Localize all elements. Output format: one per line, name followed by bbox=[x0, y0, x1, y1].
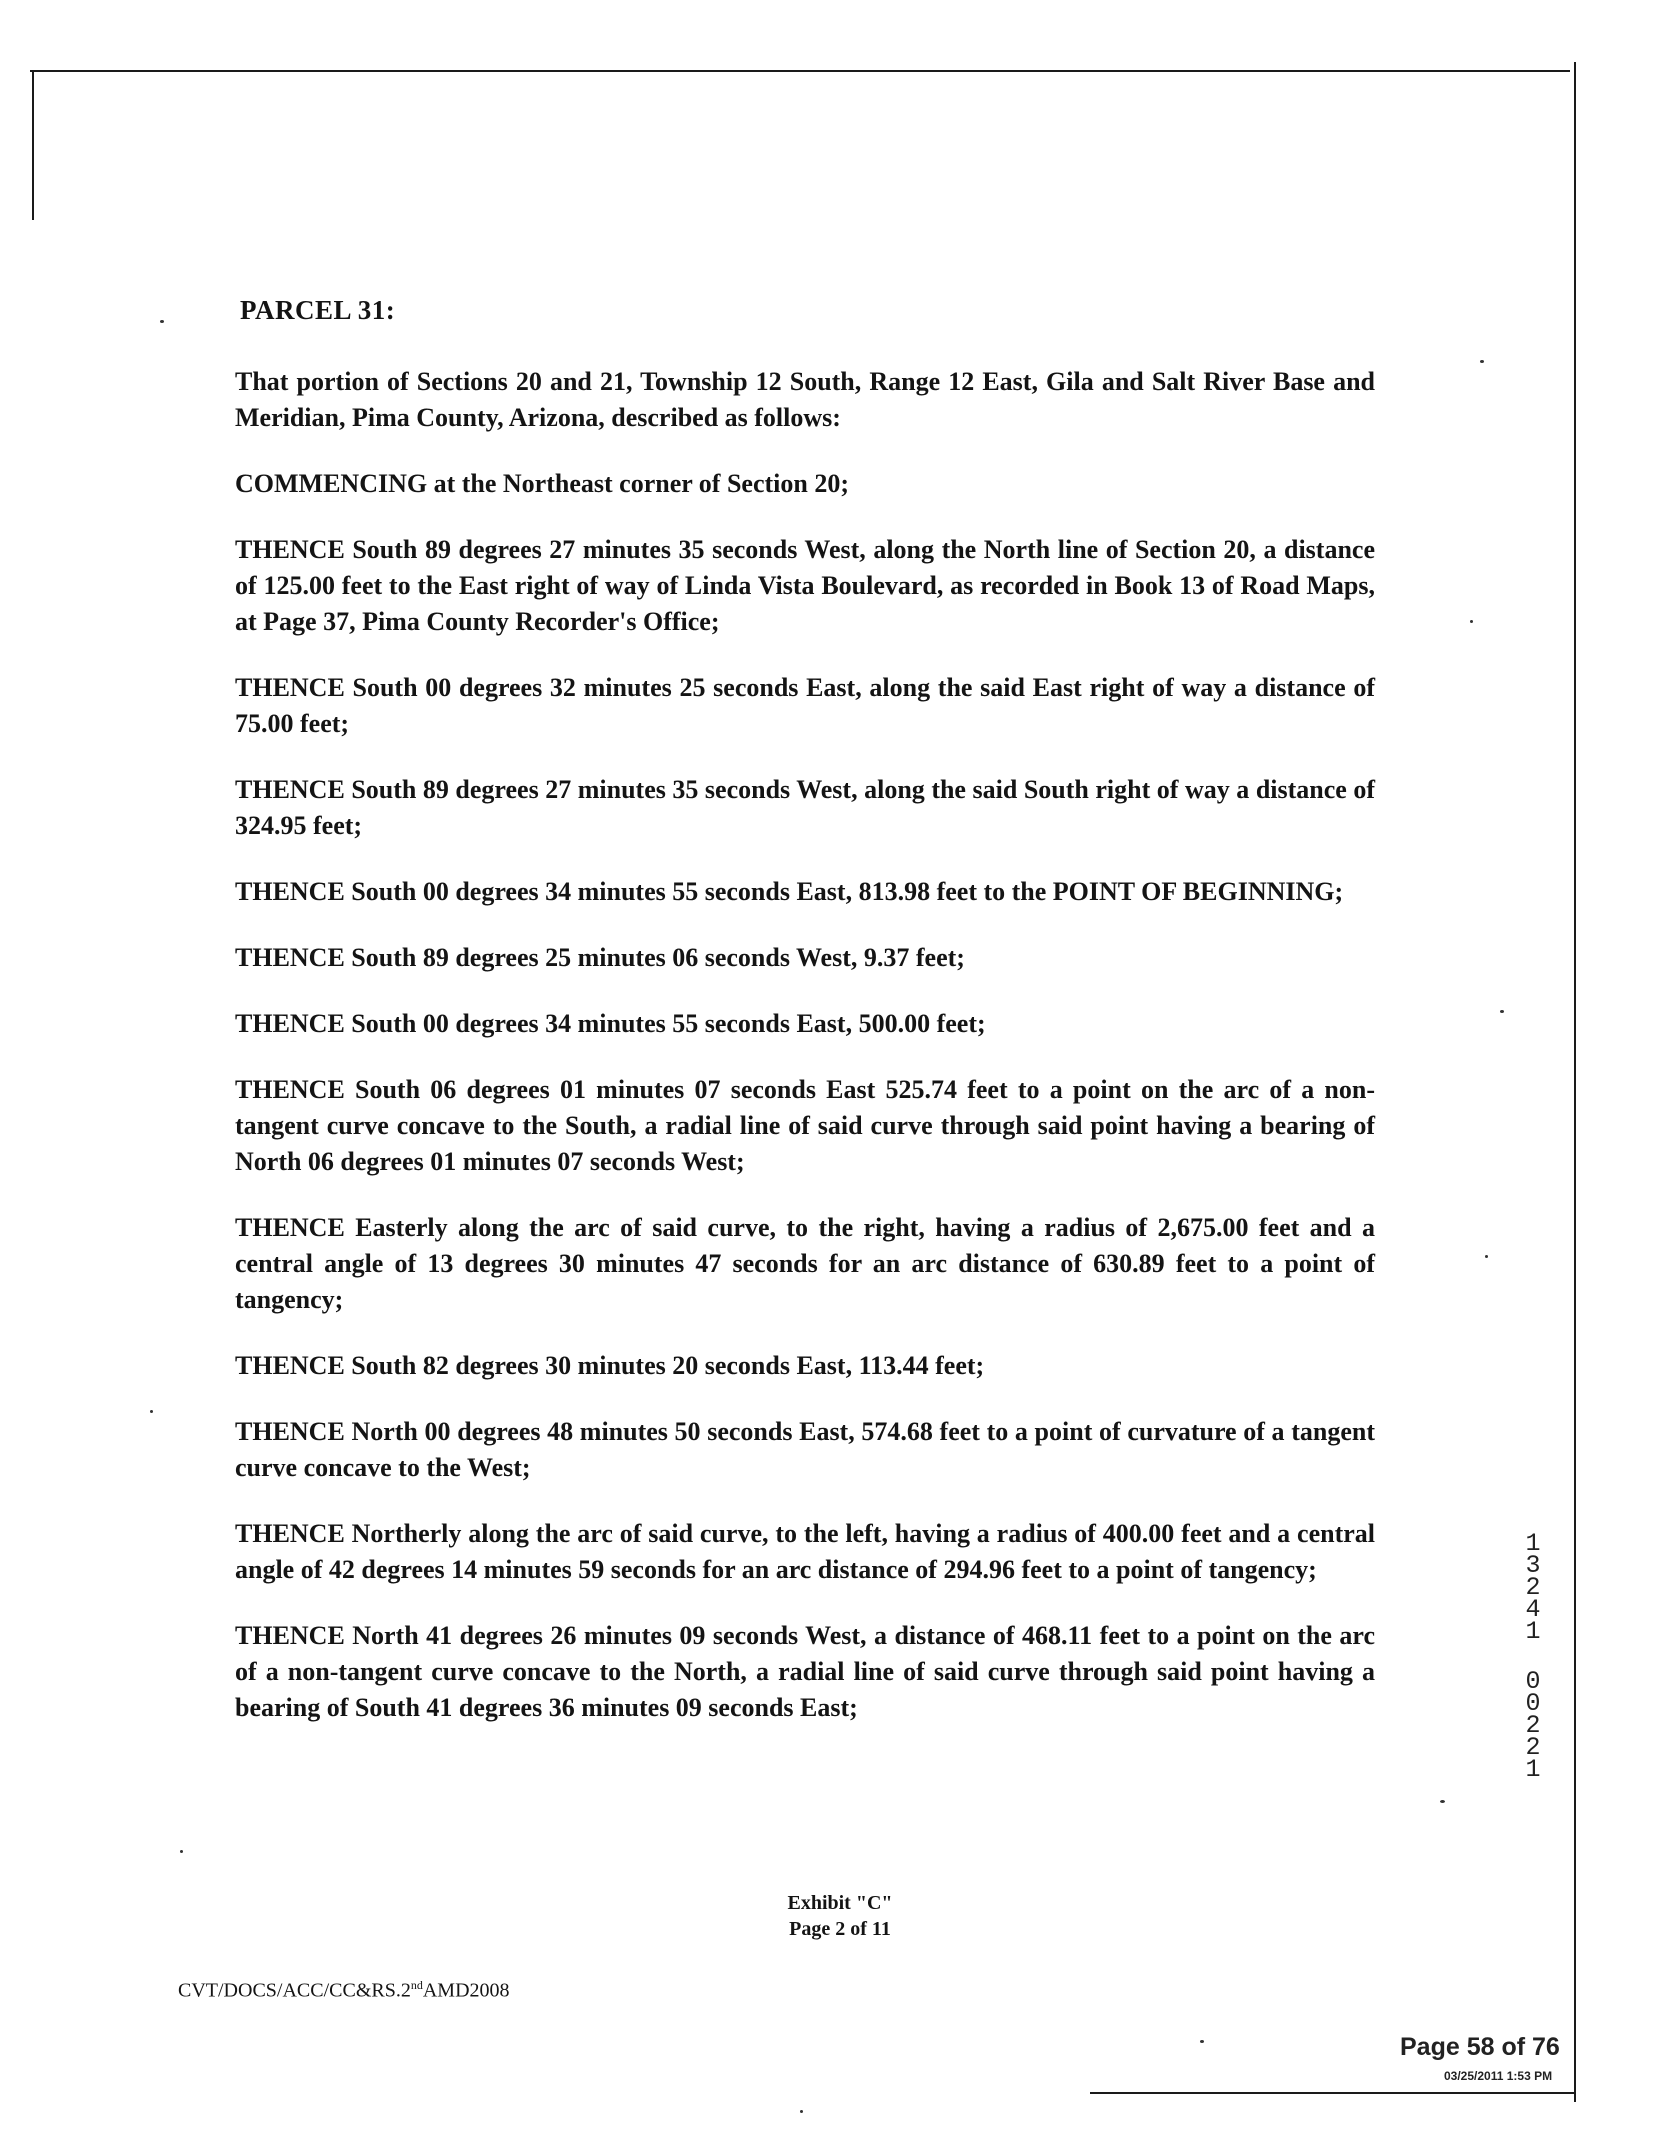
scan-speck bbox=[160, 320, 164, 323]
page-digit: 2 bbox=[1525, 1711, 1541, 1740]
page-digit: 0 bbox=[1525, 1689, 1541, 1718]
page-digit: 1 bbox=[1525, 1755, 1541, 1784]
exhibit-page-number: Page 2 of 11 bbox=[789, 1918, 891, 1940]
description-paragraph: THENCE South 89 degrees 27 minutes 35 seconds West, along the North line of Section 20, a distance of 125.00 feet to the East right of way of Linda Vista Boulevard, as recorded in Book 13 of Road Maps, at Page 37, Pima County Recorder's Office; bbox=[235, 535, 1375, 636]
page-digit: 0 bbox=[1525, 1667, 1541, 1696]
scan-speck bbox=[1200, 2040, 1204, 2043]
scan-speck bbox=[1480, 360, 1484, 363]
recorder-page-stamp: Page 58 of 76 bbox=[1400, 2033, 1560, 2061]
page-border-top bbox=[30, 70, 1570, 72]
docket-digit: 1 bbox=[1525, 1617, 1541, 1646]
scan-speck bbox=[1440, 1800, 1445, 1803]
description-paragraph: THENCE South 06 degrees 01 minutes 07 seconds East 525.74 feet to a point on the arc of a non-tangent curve concave to the South, a radial line of said curve through said point having a bearing of North 06 degrees 01 minutes 07 seconds West; bbox=[235, 1075, 1375, 1176]
scan-speck bbox=[1470, 620, 1473, 623]
page-border-right bbox=[1574, 62, 1576, 2102]
description-paragraph: THENCE South 89 degrees 25 minutes 06 seconds West, 9.37 feet; bbox=[235, 943, 965, 972]
description-paragraph: THENCE North 00 degrees 48 minutes 50 seconds East, 574.68 feet to a point of curvature of a tangent curve concave to the West; bbox=[235, 1417, 1375, 1482]
description-paragraph: THENCE South 00 degrees 34 minutes 55 seconds East, 500.00 feet; bbox=[235, 1009, 986, 1038]
page-digit: 2 bbox=[1525, 1733, 1541, 1762]
scan-speck bbox=[150, 1410, 153, 1413]
docket-digit: 4 bbox=[1525, 1595, 1541, 1624]
description-paragraph: THENCE South 89 degrees 27 minutes 35 seconds West, along the said South right of way a distance of 324.95 feet; bbox=[235, 775, 1375, 840]
description-paragraph: THENCE Northerly along the arc of said curve, to the left, having a radius of 400.00 feet and a central angle of 42 degrees 14 minutes 59 seconds for an arc distance of 294.96 feet to a point of tangency; bbox=[235, 1519, 1375, 1584]
docket-digit: 1 bbox=[1525, 1529, 1541, 1558]
recording-number bbox=[1520, 1529, 1546, 1784]
description-paragraph: THENCE South 00 degrees 32 minutes 25 seconds East, along the said East right of way a distance of 75.00 feet; bbox=[235, 673, 1375, 738]
scan-speck bbox=[1485, 1255, 1488, 1258]
scan-speck bbox=[1500, 1010, 1504, 1013]
description-paragraph: THENCE Easterly along the arc of said curve, to the right, having a radius of 2,675.00 feet and a central angle of 13 degrees 30 minutes 47 seconds for an arc distance of 630.89 feet to a point of tangency; bbox=[235, 1213, 1375, 1314]
scan-speck bbox=[800, 2110, 803, 2113]
description-paragraph: COMMENCING at the Northeast corner of Section 20; bbox=[235, 469, 850, 498]
page-border-left bbox=[32, 70, 34, 220]
legal-description bbox=[235, 295, 1375, 1756]
parcel-heading: PARCEL 31: bbox=[240, 295, 396, 325]
docket-digit: 3 bbox=[1525, 1551, 1541, 1580]
description-paragraph: THENCE South 82 degrees 30 minutes 20 seconds East, 113.44 feet; bbox=[235, 1351, 985, 1380]
description-paragraph: THENCE South 00 degrees 34 minutes 55 seconds East, 813.98 feet to the POINT OF BEGINNING; bbox=[235, 877, 1344, 906]
page-border-bottom bbox=[1090, 2092, 1576, 2094]
exhibit-label: Exhibit "C" bbox=[787, 1892, 893, 1914]
scan-speck bbox=[180, 1850, 183, 1853]
document-code: CVT/DOCS/ACC/CC&RS.2ndAMD2008 bbox=[178, 1978, 510, 2002]
description-paragraph: That portion of Sections 20 and 21, Township 12 South, Range 12 East, Gila and Salt River Base and Meridian, Pima County, Arizona, described as follows: bbox=[235, 367, 1375, 432]
description-paragraph: THENCE North 41 degrees 26 minutes 09 seconds West, a distance of 468.11 feet to a point on the arc of a non-tangent curve concave to the North, a radial line of said curve through said point having a bearing of South 41 degrees 36 minutes 09 seconds East; bbox=[235, 1621, 1375, 1722]
docket-digit: 2 bbox=[1525, 1573, 1541, 1602]
recorder-date-stamp: 03/25/2011 1:53 PM bbox=[1444, 2069, 1553, 2083]
